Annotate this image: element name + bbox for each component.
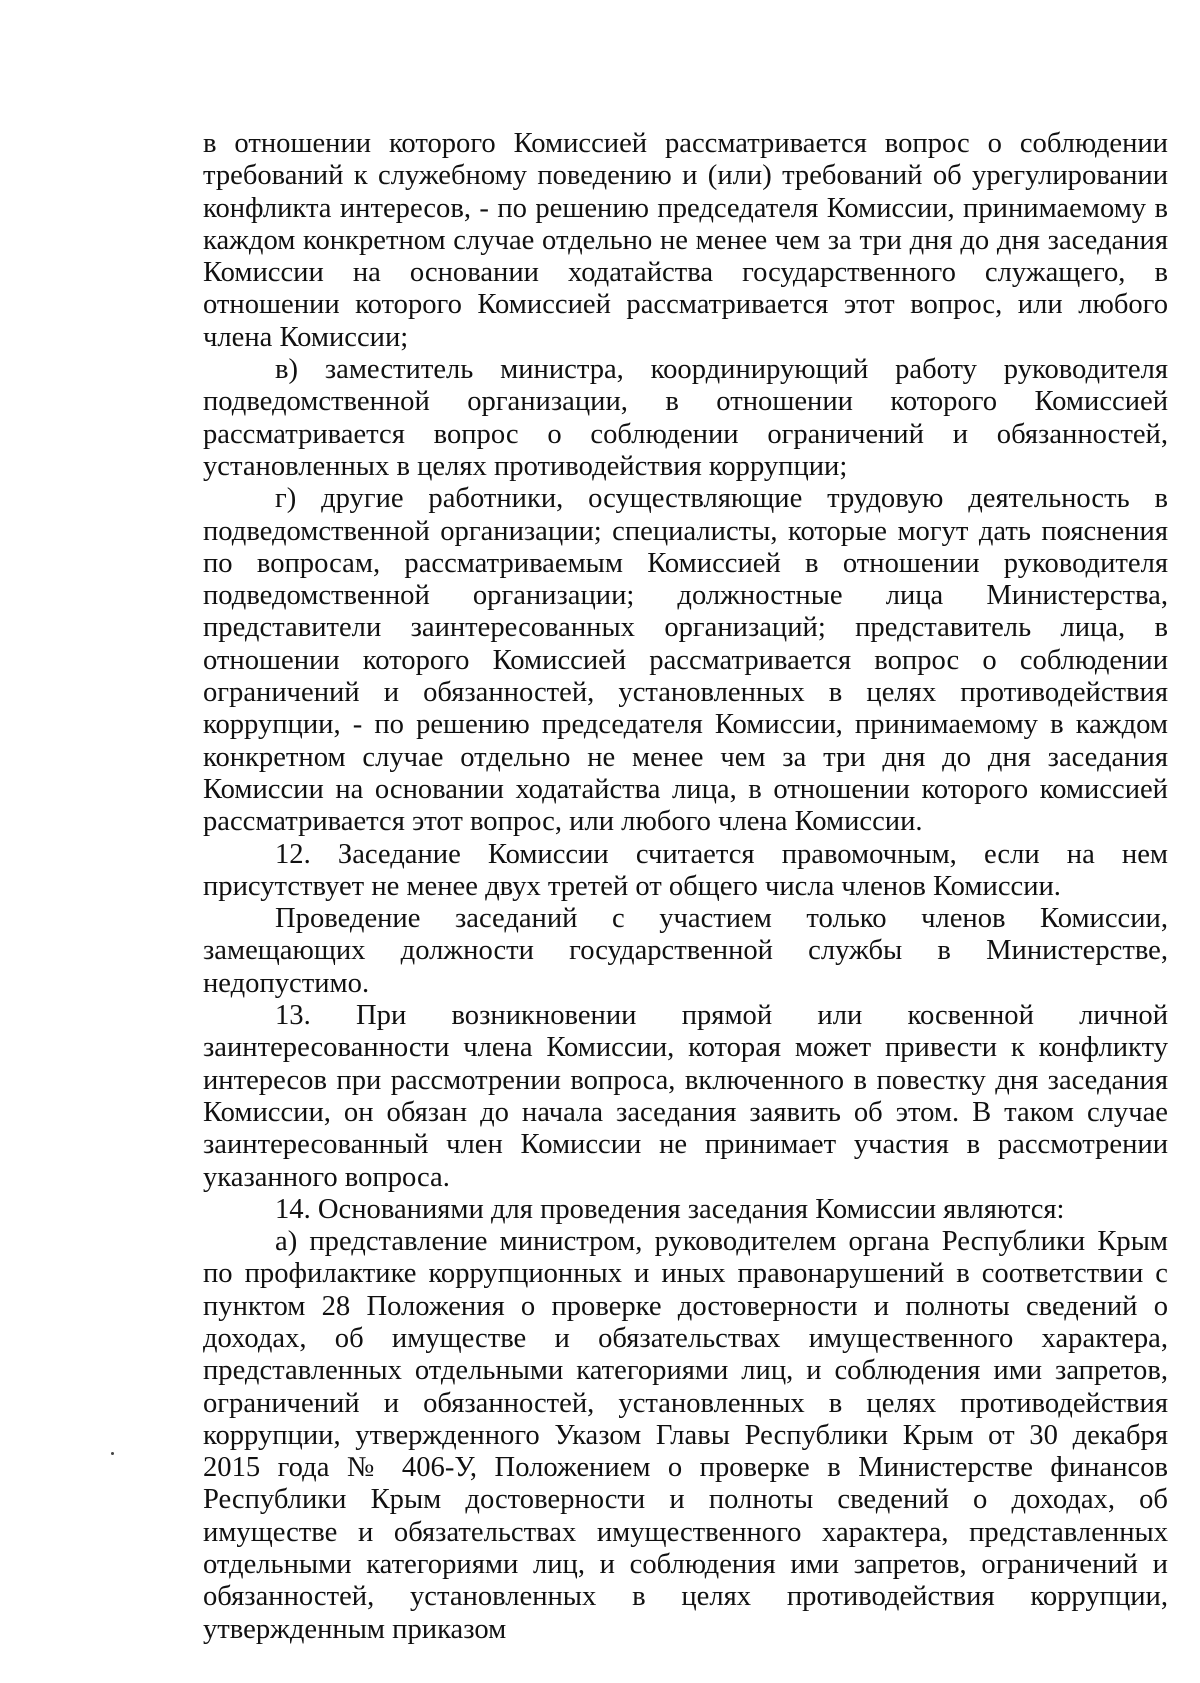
scan-speck [111,1452,114,1455]
paragraph-continuation: в отношении которого Комиссией рассматривается вопрос о соблюдении требований к служебному поведению и (или) требований об урегулировании конфликта интересов, - по решению председателя Комиссии, принимаемому в каждом конкретном случае отдельно не менее чем за три дня до дня заседания Комиссии на основании ходатайства государственного служащего, в отношении которого Комиссией рассматривается этот вопрос, или любого члена Комиссии; [203,128,1168,353]
paragraph-clause-12: 12. Заседание Комиссии считается правомочным, если на нем присутствует не менее двух третей от общего числа членов Комиссии. [203,838,1168,902]
paragraph-item-v: в) заместитель министра, координирующий работу руководителя подведомственной организации, в отношении которого Комиссией рассматривается вопрос о соблюдении ограничений и обязанностей, установленных в целях противодействия коррупции; [203,354,1168,482]
paragraph-clause-12-note: Проведение заседаний с участием только членов Комиссии, замещающих должности государственной службы в Министерстве, недопустимо. [203,903,1168,999]
document-page [203,128,1168,1646]
paragraph-clause-14-a: а) представление министром, руководителем органа Республики Крым по профилактике коррупционных и иных правонарушений в соответствии с пунктом 28 Положения о проверке достоверности и полноты сведений о доходах, об имуществе и обязательствах имущественного характера, представленных отдельными категориями лиц, и соблюдения ими запретов, ограничений и обязанностей, установленных в целях противодействия коррупции, утвержденного Указом Главы Республики Крым от 30 декабря 2015 года № 406-У, Положением о проверке в Министерстве финансов Республики Крым достоверности и полноты сведений о доходах, об имуществе и обязательствах имущественного характера, представленных отдельными категориями лиц, и соблюдения ими запретов, ограничений и обязанностей, установленных в целях противодействия коррупции, утвержденным приказом [203,1226,1168,1645]
paragraph-clause-13: 13. При возникновении прямой или косвенной личной заинтересованности члена Комиссии, которая может привести к конфликту интересов при рассмотрении вопроса, включенного в повестку дня заседания Комиссии, он обязан до начала заседания заявить об этом. В таком случае заинтересованный член Комиссии не принимает участия в рассмотрении указанного вопроса. [203,1000,1168,1193]
paragraph-item-g: г) другие работники, осуществляющие трудовую деятельность в подведомственной организации; специалисты, которые могут дать пояснения по вопросам, рассматриваемым Комиссией в отношении руководителя подведомственной организации; должностные лица Министерства, представители заинтересованных организаций; представитель лица, в отношении которого Комиссией рассматривается вопрос о соблюдении ограничений и обязанностей, установленных в целях противодействия коррупции, - по решению председателя Комиссии, принимаемому в каждом конкретном случае отдельно не менее чем за три дня до дня заседания Комиссии на основании ходатайства лица, в отношении которого комиссией рассматривается этот вопрос, или любого члена Комиссии. [203,483,1168,838]
paragraph-clause-14: 14. Основаниями для проведения заседания Комиссии являются: [275,1193,1065,1225]
